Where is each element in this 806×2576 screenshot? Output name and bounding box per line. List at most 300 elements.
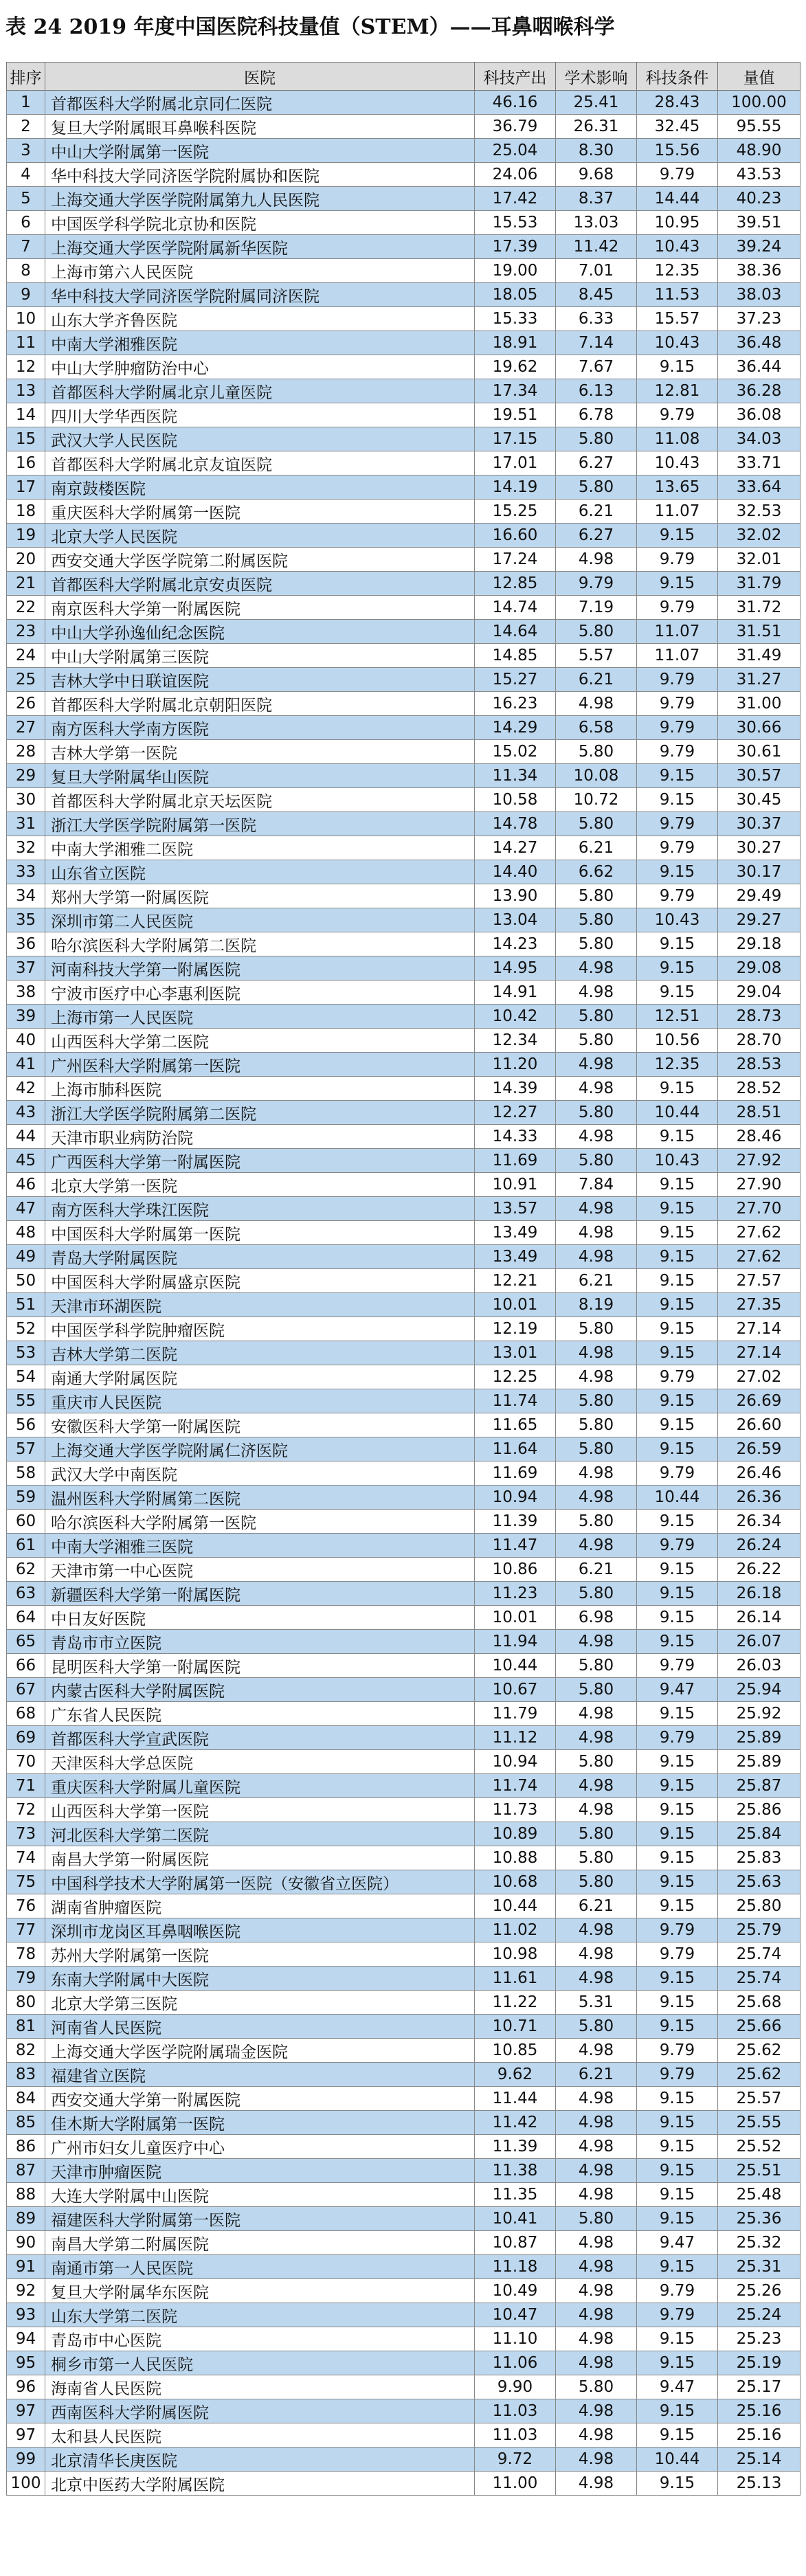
score-cell: 26.69 bbox=[718, 1389, 801, 1413]
table-row bbox=[7, 1101, 801, 1125]
output-cell: 14.27 bbox=[475, 836, 556, 860]
rank-cell: 43 bbox=[7, 1101, 45, 1125]
conditions-cell: 9.47 bbox=[637, 2375, 718, 2399]
output-cell: 15.02 bbox=[475, 740, 556, 764]
conditions-cell: 9.79 bbox=[637, 1534, 718, 1558]
impact-cell: 5.80 bbox=[556, 1413, 637, 1437]
impact-cell: 8.37 bbox=[556, 187, 637, 211]
score-cell: 100.00 bbox=[718, 91, 801, 115]
conditions-cell: 9.15 bbox=[637, 764, 718, 788]
hospital-cell: 首都医科大学附属北京朝阳医院 bbox=[45, 692, 475, 716]
score-cell: 25.36 bbox=[718, 2207, 801, 2231]
score-cell: 40.23 bbox=[718, 187, 801, 211]
table-row bbox=[7, 259, 801, 283]
impact-cell: 5.80 bbox=[556, 1678, 637, 1702]
output-cell: 11.12 bbox=[475, 1726, 556, 1750]
rank-cell: 10 bbox=[7, 307, 45, 331]
impact-cell: 26.31 bbox=[556, 115, 637, 139]
conditions-cell: 9.15 bbox=[637, 1293, 718, 1317]
rank-cell: 30 bbox=[7, 788, 45, 812]
output-cell: 17.39 bbox=[475, 235, 556, 259]
score-cell: 31.79 bbox=[718, 572, 801, 596]
table-row bbox=[7, 500, 801, 524]
hospital-cell: 南昌大学第二附属医院 bbox=[45, 2231, 475, 2255]
rank-cell: 23 bbox=[7, 620, 45, 644]
impact-cell: 10.72 bbox=[556, 788, 637, 812]
hospital-cell: 广州医科大学附属第一医院 bbox=[45, 1053, 475, 1077]
rank-cell: 86 bbox=[7, 2135, 45, 2159]
conditions-cell: 9.15 bbox=[637, 1558, 718, 1582]
impact-cell: 5.80 bbox=[556, 1317, 637, 1341]
impact-cell: 4.98 bbox=[556, 2327, 637, 2351]
output-cell: 10.91 bbox=[475, 1173, 556, 1197]
table-row bbox=[7, 860, 801, 884]
conditions-cell: 9.79 bbox=[637, 596, 718, 620]
impact-cell: 5.80 bbox=[556, 1005, 637, 1029]
impact-cell: 5.80 bbox=[556, 1654, 637, 1678]
output-cell: 17.34 bbox=[475, 379, 556, 403]
conditions-cell: 11.08 bbox=[637, 427, 718, 451]
conditions-cell: 10.43 bbox=[637, 235, 718, 259]
score-cell: 25.26 bbox=[718, 2279, 801, 2303]
score-cell: 25.16 bbox=[718, 2423, 801, 2448]
score-cell: 30.17 bbox=[718, 860, 801, 884]
hospital-cell: 南京医科大学第一附属医院 bbox=[45, 596, 475, 620]
hospital-cell: 河南科技大学第一附属医院 bbox=[45, 956, 475, 981]
rank-cell: 50 bbox=[7, 1269, 45, 1293]
hospital-cell: 复旦大学附属眼耳鼻喉科医院 bbox=[45, 115, 475, 139]
hospital-cell: 天津市环湖医院 bbox=[45, 1293, 475, 1317]
hospital-cell: 首都医科大学附属北京儿童医院 bbox=[45, 379, 475, 403]
impact-cell: 6.21 bbox=[556, 500, 637, 524]
output-cell: 19.62 bbox=[475, 355, 556, 379]
conditions-cell: 9.15 bbox=[637, 2399, 718, 2423]
rank-cell: 94 bbox=[7, 2327, 45, 2351]
score-cell: 25.63 bbox=[718, 1870, 801, 1894]
rank-cell: 7 bbox=[7, 235, 45, 259]
impact-cell: 5.80 bbox=[556, 2207, 637, 2231]
impact-cell: 4.98 bbox=[556, 2448, 637, 2472]
rank-cell: 60 bbox=[7, 1510, 45, 1534]
table-row bbox=[7, 1918, 801, 1942]
table-row bbox=[7, 235, 801, 259]
score-cell: 27.62 bbox=[718, 1245, 801, 1269]
impact-cell: 4.98 bbox=[556, 2303, 637, 2327]
output-cell: 11.02 bbox=[475, 1918, 556, 1942]
score-cell: 25.79 bbox=[718, 1918, 801, 1942]
score-cell: 38.36 bbox=[718, 259, 801, 283]
output-cell: 11.03 bbox=[475, 2423, 556, 2448]
hospital-cell: 华中科技大学同济医学院附属同济医院 bbox=[45, 283, 475, 307]
output-cell: 12.21 bbox=[475, 1269, 556, 1293]
conditions-cell: 10.43 bbox=[637, 451, 718, 475]
conditions-cell: 9.79 bbox=[637, 2063, 718, 2087]
table-row bbox=[7, 1726, 801, 1750]
hospital-cell: 上海交通大学医学院附属新华医院 bbox=[45, 235, 475, 259]
table-row bbox=[7, 403, 801, 427]
score-cell: 25.94 bbox=[718, 1678, 801, 1702]
conditions-cell: 9.15 bbox=[637, 1437, 718, 1461]
rank-cell: 19 bbox=[7, 524, 45, 548]
hospital-cell: 中国科学技术大学附属第一医院（安徽省立医院） bbox=[45, 1870, 475, 1894]
table-row bbox=[7, 956, 801, 981]
impact-cell: 4.98 bbox=[556, 1365, 637, 1389]
score-cell: 26.18 bbox=[718, 1582, 801, 1606]
hospital-cell: 广州市妇女儿童医疗中心 bbox=[45, 2135, 475, 2159]
conditions-cell: 9.15 bbox=[637, 1125, 718, 1149]
impact-cell: 4.98 bbox=[556, 1942, 637, 1967]
hospital-cell: 天津市第一中心医院 bbox=[45, 1558, 475, 1582]
impact-cell: 5.80 bbox=[556, 812, 637, 836]
conditions-cell: 9.79 bbox=[637, 692, 718, 716]
output-cell: 11.79 bbox=[475, 1702, 556, 1726]
impact-cell: 6.21 bbox=[556, 1894, 637, 1918]
impact-cell: 5.31 bbox=[556, 1991, 637, 2015]
hospital-cell: 新疆医科大学第一附属医院 bbox=[45, 1582, 475, 1606]
hospital-cell: 桐乡市第一人民医院 bbox=[45, 2351, 475, 2375]
score-cell: 28.46 bbox=[718, 1125, 801, 1149]
table-row bbox=[7, 1534, 801, 1558]
conditions-cell: 10.44 bbox=[637, 2448, 718, 2472]
table-row bbox=[7, 1317, 801, 1341]
impact-cell: 10.08 bbox=[556, 764, 637, 788]
table-row bbox=[7, 331, 801, 355]
output-cell: 11.22 bbox=[475, 1991, 556, 2015]
score-cell: 27.62 bbox=[718, 1221, 801, 1245]
hospital-cell: 福建省立医院 bbox=[45, 2063, 475, 2087]
conditions-cell: 10.44 bbox=[637, 1486, 718, 1510]
output-cell: 11.69 bbox=[475, 1461, 556, 1486]
output-cell: 11.74 bbox=[475, 1389, 556, 1413]
impact-cell: 4.98 bbox=[556, 1077, 637, 1101]
table-row bbox=[7, 2183, 801, 2207]
table-row bbox=[7, 1870, 801, 1894]
rank-cell: 11 bbox=[7, 331, 45, 355]
rank-cell: 4 bbox=[7, 163, 45, 187]
ranking-table bbox=[6, 62, 801, 2496]
table-row bbox=[7, 668, 801, 692]
conditions-cell: 9.79 bbox=[637, 163, 718, 187]
score-cell: 25.92 bbox=[718, 1702, 801, 1726]
conditions-cell: 9.15 bbox=[637, 2327, 718, 2351]
hospital-cell: 山东省立医院 bbox=[45, 860, 475, 884]
impact-cell: 6.21 bbox=[556, 836, 637, 860]
conditions-cell: 11.07 bbox=[637, 500, 718, 524]
rank-cell: 85 bbox=[7, 2111, 45, 2135]
output-cell: 17.42 bbox=[475, 187, 556, 211]
output-cell: 14.64 bbox=[475, 620, 556, 644]
table-row bbox=[7, 451, 801, 475]
output-cell: 10.94 bbox=[475, 1486, 556, 1510]
rank-cell: 84 bbox=[7, 2087, 45, 2111]
impact-cell: 6.21 bbox=[556, 668, 637, 692]
impact-cell: 6.27 bbox=[556, 524, 637, 548]
output-cell: 19.51 bbox=[475, 403, 556, 427]
conditions-cell: 9.15 bbox=[637, 1822, 718, 1846]
table-row bbox=[7, 1245, 801, 1269]
table-row bbox=[7, 740, 801, 764]
rank-cell: 24 bbox=[7, 644, 45, 668]
impact-cell: 4.98 bbox=[556, 1630, 637, 1654]
output-cell: 11.39 bbox=[475, 2135, 556, 2159]
score-cell: 26.60 bbox=[718, 1413, 801, 1437]
table-row bbox=[7, 2351, 801, 2375]
output-cell: 10.71 bbox=[475, 2015, 556, 2039]
hospital-cell: 广东省人民医院 bbox=[45, 1702, 475, 1726]
table-row bbox=[7, 1389, 801, 1413]
score-cell: 25.89 bbox=[718, 1726, 801, 1750]
conditions-cell: 9.15 bbox=[637, 2015, 718, 2039]
output-cell: 14.33 bbox=[475, 1125, 556, 1149]
output-cell: 11.44 bbox=[475, 2087, 556, 2111]
output-cell: 25.04 bbox=[475, 139, 556, 163]
hospital-cell: 中南大学湘雅医院 bbox=[45, 331, 475, 355]
score-cell: 36.44 bbox=[718, 355, 801, 379]
output-cell: 13.01 bbox=[475, 1341, 556, 1365]
score-cell: 25.16 bbox=[718, 2399, 801, 2423]
impact-cell: 5.80 bbox=[556, 620, 637, 644]
score-cell: 39.51 bbox=[718, 211, 801, 235]
hospital-cell: 四川大学华西医院 bbox=[45, 403, 475, 427]
hospital-cell: 中日友好医院 bbox=[45, 1606, 475, 1630]
score-cell: 25.31 bbox=[718, 2255, 801, 2279]
conditions-cell: 9.79 bbox=[637, 716, 718, 740]
table-row bbox=[7, 211, 801, 235]
output-cell: 10.86 bbox=[475, 1558, 556, 1582]
conditions-cell: 12.35 bbox=[637, 259, 718, 283]
impact-cell: 5.80 bbox=[556, 2015, 637, 2039]
table-row bbox=[7, 2399, 801, 2423]
table-row bbox=[7, 1365, 801, 1389]
hospital-cell: 吉林大学第二医院 bbox=[45, 1341, 475, 1365]
score-cell: 25.74 bbox=[718, 1967, 801, 1991]
table-row bbox=[7, 884, 801, 908]
output-cell: 14.39 bbox=[475, 1077, 556, 1101]
score-cell: 25.89 bbox=[718, 1750, 801, 1774]
score-cell: 25.17 bbox=[718, 2375, 801, 2399]
table-row bbox=[7, 91, 801, 115]
hospital-cell: 浙江大学医学院附属第一医院 bbox=[45, 812, 475, 836]
hospital-cell: 首都医科大学附属北京同仁医院 bbox=[45, 91, 475, 115]
table-row bbox=[7, 1654, 801, 1678]
impact-cell: 4.98 bbox=[556, 1486, 637, 1510]
rank-cell: 62 bbox=[7, 1558, 45, 1582]
hospital-cell: 哈尔滨医科大学附属第二医院 bbox=[45, 932, 475, 956]
impact-cell: 6.27 bbox=[556, 451, 637, 475]
score-cell: 25.23 bbox=[718, 2327, 801, 2351]
rank-cell: 12 bbox=[7, 355, 45, 379]
table-row bbox=[7, 2327, 801, 2351]
score-cell: 95.55 bbox=[718, 115, 801, 139]
rank-cell: 32 bbox=[7, 836, 45, 860]
hospital-cell: 大连大学附属中山医院 bbox=[45, 2183, 475, 2207]
conditions-cell: 9.15 bbox=[637, 2207, 718, 2231]
hospital-cell: 首都医科大学附属北京安贞医院 bbox=[45, 572, 475, 596]
output-cell: 17.15 bbox=[475, 427, 556, 451]
conditions-cell: 9.15 bbox=[637, 2159, 718, 2183]
table-row bbox=[7, 1461, 801, 1486]
conditions-cell: 10.95 bbox=[637, 211, 718, 235]
conditions-cell: 9.15 bbox=[637, 572, 718, 596]
table-row bbox=[7, 1510, 801, 1534]
table-row bbox=[7, 1822, 801, 1846]
rank-cell: 70 bbox=[7, 1750, 45, 1774]
score-cell: 26.22 bbox=[718, 1558, 801, 1582]
hospital-cell: 安徽医科大学第一附属医院 bbox=[45, 1413, 475, 1437]
output-cell: 9.62 bbox=[475, 2063, 556, 2087]
impact-cell: 5.80 bbox=[556, 1029, 637, 1053]
impact-cell: 6.62 bbox=[556, 860, 637, 884]
output-cell: 46.16 bbox=[475, 91, 556, 115]
table-row bbox=[7, 1197, 801, 1221]
hospital-cell: 复旦大学附属华东医院 bbox=[45, 2279, 475, 2303]
conditions-cell: 9.15 bbox=[637, 788, 718, 812]
output-cell: 16.23 bbox=[475, 692, 556, 716]
output-cell: 10.49 bbox=[475, 2279, 556, 2303]
impact-cell: 4.98 bbox=[556, 2351, 637, 2375]
table-row bbox=[7, 475, 801, 500]
output-cell: 13.49 bbox=[475, 1221, 556, 1245]
impact-cell: 4.98 bbox=[556, 1774, 637, 1798]
hospital-cell: 青岛市市立医院 bbox=[45, 1630, 475, 1654]
hospital-cell: 苏州大学附属第一医院 bbox=[45, 1942, 475, 1967]
hospital-cell: 佳木斯大学附属第一医院 bbox=[45, 2111, 475, 2135]
output-cell: 10.01 bbox=[475, 1293, 556, 1317]
hospital-cell: 南方医科大学南方医院 bbox=[45, 716, 475, 740]
impact-cell: 8.19 bbox=[556, 1293, 637, 1317]
conditions-cell: 9.15 bbox=[637, 1630, 718, 1654]
score-cell: 25.24 bbox=[718, 2303, 801, 2327]
output-cell: 11.03 bbox=[475, 2399, 556, 2423]
conditions-cell: 9.15 bbox=[637, 2087, 718, 2111]
impact-cell: 5.80 bbox=[556, 1437, 637, 1461]
hospital-cell: 湖南省肿瘤医院 bbox=[45, 1894, 475, 1918]
score-cell: 30.66 bbox=[718, 716, 801, 740]
table-row bbox=[7, 2135, 801, 2159]
table-row bbox=[7, 307, 801, 331]
conditions-cell: 9.79 bbox=[637, 1654, 718, 1678]
table-row bbox=[7, 427, 801, 451]
output-cell: 13.04 bbox=[475, 908, 556, 932]
impact-cell: 4.98 bbox=[556, 1053, 637, 1077]
impact-cell: 5.57 bbox=[556, 644, 637, 668]
score-cell: 25.80 bbox=[718, 1894, 801, 1918]
rank-cell: 92 bbox=[7, 2279, 45, 2303]
output-cell: 17.24 bbox=[475, 548, 556, 572]
output-cell: 11.38 bbox=[475, 2159, 556, 2183]
conditions-cell: 9.15 bbox=[637, 956, 718, 981]
table-row bbox=[7, 2207, 801, 2231]
output-cell: 12.19 bbox=[475, 1317, 556, 1341]
score-cell: 31.72 bbox=[718, 596, 801, 620]
impact-cell: 6.21 bbox=[556, 1269, 637, 1293]
score-cell: 26.24 bbox=[718, 1534, 801, 1558]
score-cell: 37.23 bbox=[718, 307, 801, 331]
output-cell: 19.00 bbox=[475, 259, 556, 283]
score-cell: 30.57 bbox=[718, 764, 801, 788]
table-row bbox=[7, 524, 801, 548]
output-cell: 10.44 bbox=[475, 1654, 556, 1678]
conditions-cell: 11.07 bbox=[637, 620, 718, 644]
output-cell: 11.06 bbox=[475, 2351, 556, 2375]
impact-cell: 5.80 bbox=[556, 740, 637, 764]
table-header-row bbox=[7, 63, 801, 91]
rank-cell: 90 bbox=[7, 2231, 45, 2255]
conditions-cell: 9.15 bbox=[637, 2111, 718, 2135]
hospital-cell: 中国医科大学附属盛京医院 bbox=[45, 1269, 475, 1293]
table-row bbox=[7, 2279, 801, 2303]
rank-cell: 16 bbox=[7, 451, 45, 475]
impact-cell: 4.98 bbox=[556, 1461, 637, 1486]
impact-cell: 4.98 bbox=[556, 548, 637, 572]
output-cell: 13.90 bbox=[475, 884, 556, 908]
rank-cell: 37 bbox=[7, 956, 45, 981]
score-cell: 36.48 bbox=[718, 331, 801, 355]
conditions-cell: 10.56 bbox=[637, 1029, 718, 1053]
impact-cell: 4.98 bbox=[556, 2135, 637, 2159]
table-row bbox=[7, 1894, 801, 1918]
hospital-cell: 上海交通大学医学院附属仁济医院 bbox=[45, 1437, 475, 1461]
score-cell: 36.28 bbox=[718, 379, 801, 403]
rank-cell: 20 bbox=[7, 548, 45, 572]
rank-cell: 52 bbox=[7, 1317, 45, 1341]
table-row bbox=[7, 981, 801, 1005]
conditions-cell: 9.15 bbox=[637, 981, 718, 1005]
rank-cell: 51 bbox=[7, 1293, 45, 1317]
table-row bbox=[7, 187, 801, 211]
rank-cell: 95 bbox=[7, 2351, 45, 2375]
output-cell: 12.34 bbox=[475, 1029, 556, 1053]
score-cell: 28.53 bbox=[718, 1053, 801, 1077]
rank-cell: 89 bbox=[7, 2207, 45, 2231]
impact-cell: 6.21 bbox=[556, 1558, 637, 1582]
table-row bbox=[7, 2159, 801, 2183]
impact-cell: 4.98 bbox=[556, 2231, 637, 2255]
score-cell: 27.02 bbox=[718, 1365, 801, 1389]
rank-cell: 44 bbox=[7, 1125, 45, 1149]
impact-cell: 4.98 bbox=[556, 1197, 637, 1221]
table-row bbox=[7, 620, 801, 644]
impact-cell: 5.80 bbox=[556, 1750, 637, 1774]
impact-cell: 4.98 bbox=[556, 981, 637, 1005]
score-cell: 27.70 bbox=[718, 1197, 801, 1221]
rank-cell: 9 bbox=[7, 283, 45, 307]
rank-cell: 69 bbox=[7, 1726, 45, 1750]
output-cell: 9.72 bbox=[475, 2448, 556, 2472]
impact-cell: 4.98 bbox=[556, 2087, 637, 2111]
hospital-cell: 北京中医药大学附属医院 bbox=[45, 2472, 475, 2496]
table-row bbox=[7, 1630, 801, 1654]
score-cell: 25.68 bbox=[718, 1991, 801, 2015]
score-cell: 25.13 bbox=[718, 2472, 801, 2496]
impact-cell: 5.80 bbox=[556, 1101, 637, 1125]
hospital-cell: 青岛大学附属医院 bbox=[45, 1245, 475, 1269]
conditions-cell: 9.15 bbox=[637, 1750, 718, 1774]
conditions-cell: 9.79 bbox=[637, 812, 718, 836]
impact-cell: 4.98 bbox=[556, 2472, 637, 2496]
score-cell: 29.04 bbox=[718, 981, 801, 1005]
output-cell: 14.91 bbox=[475, 981, 556, 1005]
score-cell: 25.32 bbox=[718, 2231, 801, 2255]
rank-cell: 97 bbox=[7, 2423, 45, 2448]
score-cell: 32.01 bbox=[718, 548, 801, 572]
rank-cell: 58 bbox=[7, 1461, 45, 1486]
conditions-cell: 10.43 bbox=[637, 331, 718, 355]
impact-cell: 4.98 bbox=[556, 2159, 637, 2183]
impact-cell: 4.98 bbox=[556, 1918, 637, 1942]
table-row bbox=[7, 2375, 801, 2399]
impact-cell: 4.98 bbox=[556, 2279, 637, 2303]
